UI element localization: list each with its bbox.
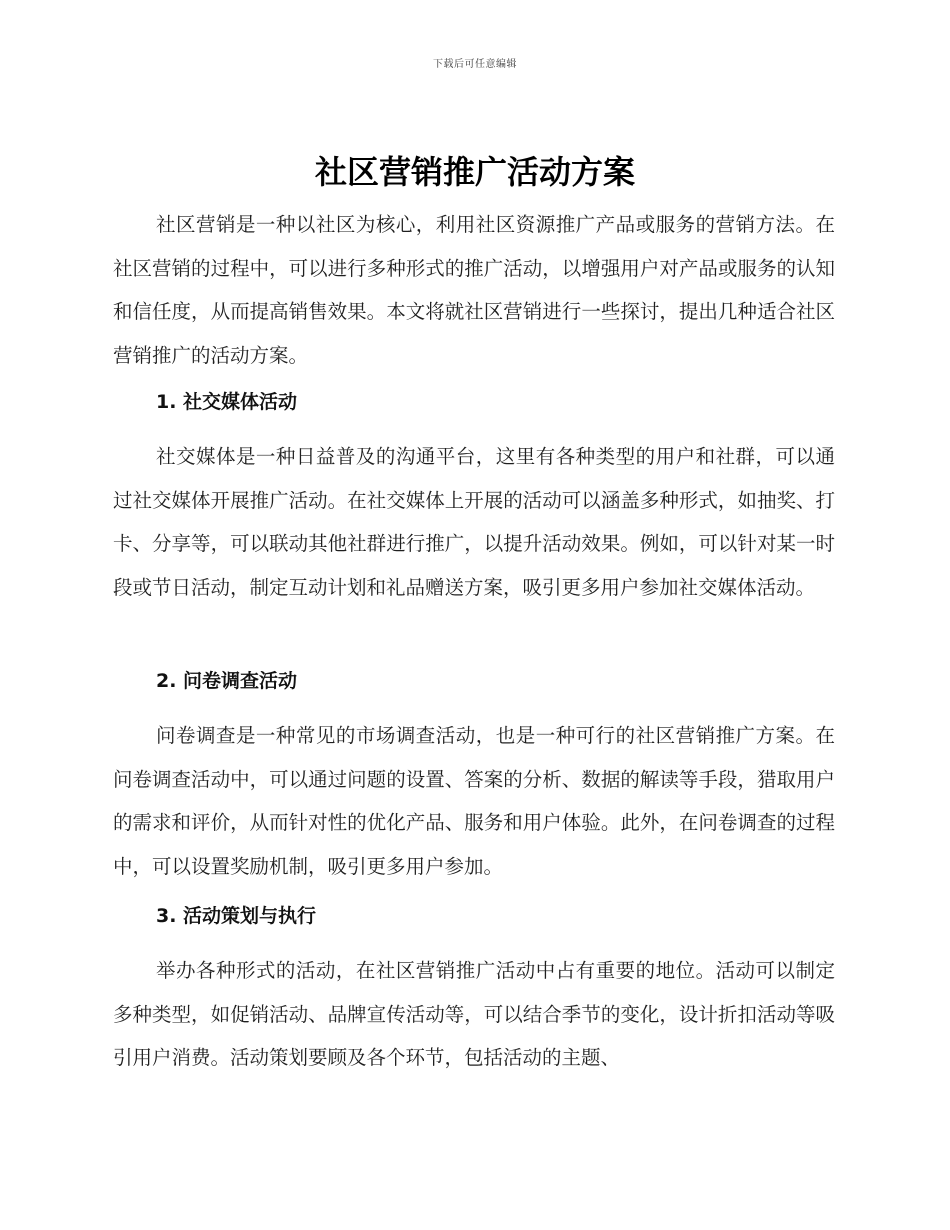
running-header: 下载后可任意编辑: [433, 59, 517, 70]
section-paragraph-event-planning: 举办各种形式的活动，在社区营销推广活动中占有重要的地位。活动可以制定多种类型，如促销活动、品牌宣传活动等，可以结合季节的变化，设计折扣活动等吸引用户消费。活动策划要顾及各个环节，包括活动的主题、: [113, 959, 835, 1069]
section-heading-social-media: 1. 社交媒体活动: [156, 391, 298, 413]
section-heading-survey: 2. 问卷调查活动: [156, 670, 298, 692]
intro-paragraph: 社区营销是一种以社区为核心，利用社区资源推广产品或服务的营销方法。在社区营销的过程中，可以进行多种形式的推广活动，以增强用户对产品或服务的认知和信任度，从而提高销售效果。本文将就社区营销进行一些探讨，提出几种适合社区营销推广的活动方案。: [113, 213, 835, 367]
section-heading-event-planning: 3. 活动策划与执行: [156, 905, 317, 927]
section-paragraph-survey: 问卷调查是一种常见的市场调查活动，也是一种可行的社区营销推广方案。在问卷调查活动中，可以通过问题的设置、答案的分析、数据的解读等手段，猎取用户的需求和评价，从而针对性的优化产品、服务和用户体验。此外，在问卷调查的过程中，可以设置奖励机制，吸引更多用户参加。: [113, 724, 835, 878]
document-title: 社区营销推广活动方案: [314, 153, 635, 191]
section-paragraph-social-media: 社交媒体是一种日益普及的沟通平台，这里有各种类型的用户和社群，可以通过社交媒体开展推广活动。在社交媒体上开展的活动可以涵盖多种形式，如抽奖、打卡、分享等，可以联动其他社群进行推广，以提升活动效果。例如，可以针对某一时段或节日活动，制定互动计划和礼品赠送方案，吸引更多用户参加社交媒体活动。: [113, 445, 835, 599]
